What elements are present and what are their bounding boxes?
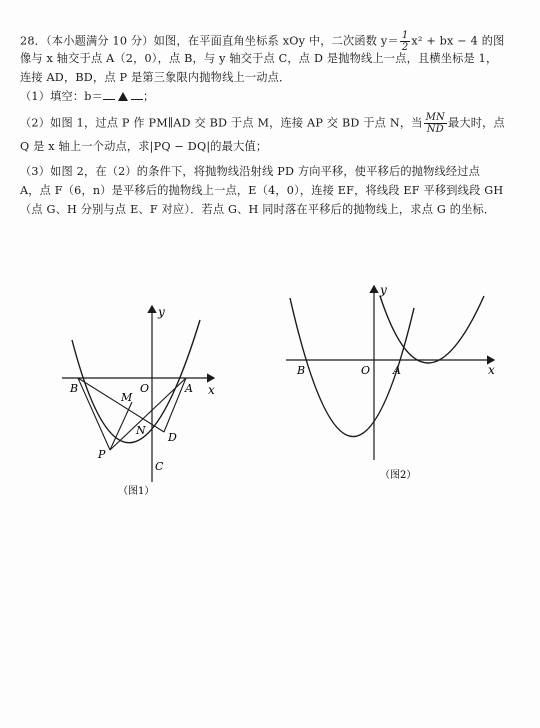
- fig2-label-B: B: [297, 364, 306, 377]
- problem-part-2-line-1: [20, 112, 525, 135]
- fig1-label-y: y: [158, 305, 165, 319]
- problem-part-3-line-3: （点 G、H 分别与点 E、F 对应）．若点 G、H 同时落在平移后的抛物线上，求点 G 的坐标．: [20, 203, 496, 216]
- fig1-label-N: N: [136, 424, 146, 437]
- triangle-icon: [118, 92, 128, 101]
- fig1-caption: （图1）: [118, 486, 155, 497]
- fig1-label-O: O: [140, 382, 150, 395]
- answer-blank-left: [103, 89, 115, 100]
- fig2-caption: （图2）: [380, 470, 417, 481]
- problem-part-3-line-1: （3）如图 2，在（2）的条件下，将抛物线沿射线 PD 方向平移，使平移后的抛物线经过点: [20, 165, 481, 178]
- problem-line-3: 连接 AD，BD，点 P 是第三象限内抛物线上一动点．: [20, 71, 291, 84]
- problem-part-3-line-2: A，点 F（6，n）是平移后的抛物线上一点，E（4，0），连接 EF，将线段 EF 平移到线段 GH: [20, 184, 504, 197]
- problem-text-1a: 28．（本小题满分 10 分）如图，在平面直角坐标系 xOy 中，二次函数 y＝: [20, 34, 399, 48]
- figure-2: [280, 280, 500, 490]
- fraction-one-half: $\frac{1}{2}$: [401, 30, 409, 53]
- fig1-label-P: P: [98, 448, 106, 461]
- fig2-label-y: y: [380, 283, 387, 297]
- problem-text-1b: x² + bx − 4 的图: [411, 34, 505, 48]
- part-1-semicolon: ；: [143, 90, 155, 103]
- problem-part-2-line-2: Q 是 x 轴上一个动点，求|PQ − DQ|的最大值；: [20, 140, 268, 153]
- answer-blank-right: [131, 89, 143, 100]
- fig1-label-M: M: [121, 391, 133, 404]
- fig1-label-x: x: [208, 383, 215, 397]
- problem-28: [20, 30, 525, 219]
- fig1-segment-BD: [78, 378, 164, 432]
- figure-1: [55, 300, 235, 500]
- fraction-mn-over-nd: $\frac{MN}{ND}$: [425, 112, 445, 135]
- part-2-text-a: （2）如图 1，过点 P 作 PM∥AD 交 BD 于点 M，连接 AP 交 BD 于点 N，当: [20, 116, 423, 130]
- fig1-label-D: D: [168, 431, 177, 444]
- problem-part-1: [20, 87, 525, 106]
- fig2-label-O: O: [361, 364, 371, 377]
- fig1-segment-BP: [78, 378, 110, 450]
- part-1-text: （1）填空：b＝: [20, 90, 104, 103]
- fig1-label-A: A: [185, 382, 193, 395]
- fig2-shifted-parabola: [380, 296, 484, 363]
- fig1-label-B: B: [70, 382, 79, 395]
- fig2-label-x: x: [488, 363, 495, 377]
- fig1-label-C: C: [155, 460, 164, 473]
- fig2-label-A: A: [393, 364, 401, 377]
- part-2-text-b: 最大时，点: [447, 116, 505, 130]
- problem-line-1: [20, 30, 525, 53]
- problem-line-2: 像与 x 轴交于点 A（2，0），点 B，与 y 轴交于点 C，点 D 是抛物线上一点，且横坐标是 1，: [20, 52, 498, 65]
